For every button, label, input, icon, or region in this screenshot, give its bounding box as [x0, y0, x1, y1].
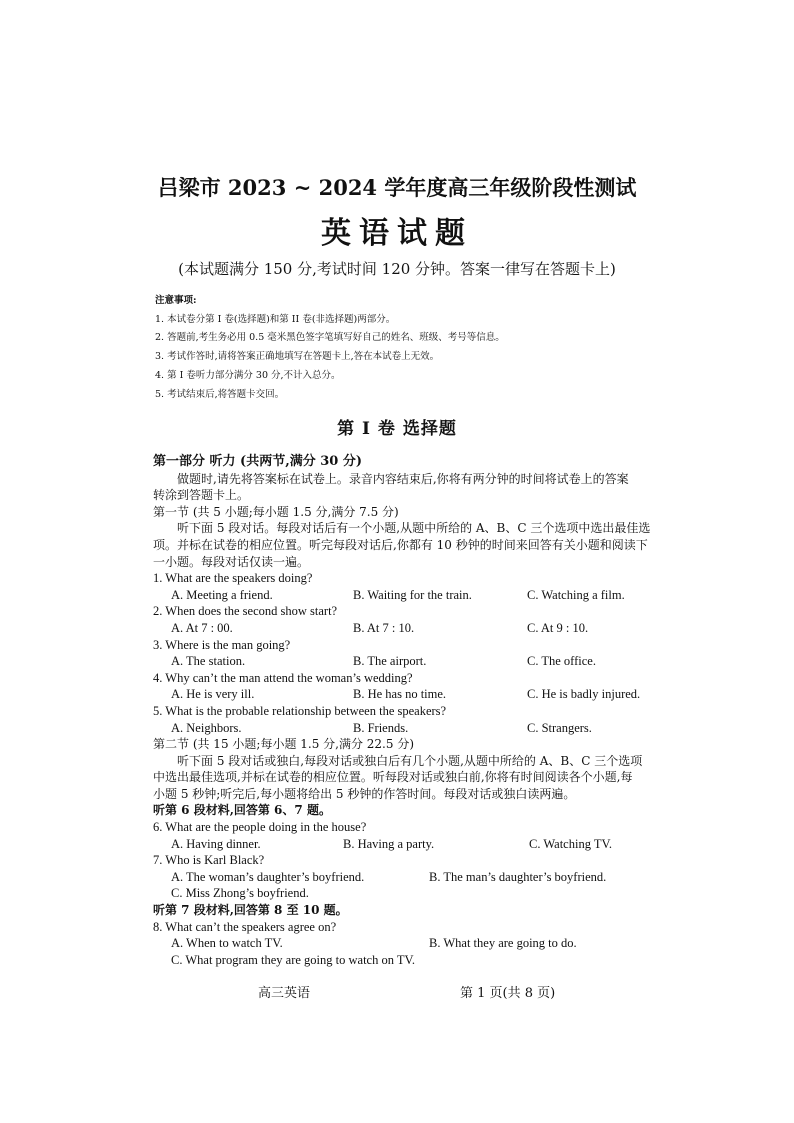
options-row — [153, 653, 658, 670]
instruction-line: 一小题。每段对话仅读一遍。 — [153, 554, 310, 569]
instruction-line: 做题时,请先将答案标在试卷上。录音内容结束后,你将有两分钟的时间将试卷上的答案 — [177, 471, 629, 486]
notice-heading: 注意事项: — [155, 295, 197, 306]
option-c: C. Watching TV. — [529, 836, 613, 851]
question-text: 7. Who is Karl Black? — [153, 853, 265, 868]
option-a: A. The woman’s daughter’s boyfriend. — [171, 869, 365, 884]
option-c: C. At 9 : 10. — [527, 620, 589, 635]
question-text: 2. When does the second show start? — [153, 604, 338, 619]
question-text: 3. Where is the man going? — [153, 637, 291, 652]
option-a: A. Neighbors. — [171, 720, 242, 735]
question-text: 8. What can’t the speakers agree on? — [153, 919, 337, 934]
options-row — [153, 720, 658, 737]
listening-part — [153, 454, 658, 968]
instruction-line: 中选出最佳选项,并标在试卷的相应位置。听每段对话或独白前,你将有时间阅读各个小题,每 — [153, 770, 633, 785]
options-row — [153, 587, 658, 604]
options-row — [153, 686, 658, 703]
footer-subject: 高三英语 — [258, 986, 311, 1001]
options-row — [153, 620, 658, 637]
instruction-line: 听下面 5 段对话或独白,每段对话或独白后有几个小题,从题中所给的 A、B、C 三个选项 — [177, 753, 643, 768]
option-b: B. Having a party. — [343, 836, 435, 851]
exam-subtitle: (本试题满分 150 分,考试时间 120 分钟。答案一律写在答题卡上) — [178, 260, 616, 278]
option-c: C. The office. — [527, 654, 596, 669]
notice-item: 1. 本试卷分第 I 卷(选择题)和第 II 卷(非选择题)两部分。 — [155, 313, 396, 325]
options-row — [153, 935, 658, 952]
option-c: C. What program they are going to watch on TV. — [171, 952, 416, 967]
options-row — [153, 836, 658, 853]
question-text: 6. What are the people doing in the house? — [153, 820, 367, 835]
options-row — [153, 885, 658, 902]
option-b: B. Waiting for the train. — [353, 587, 472, 602]
option-b: B. Friends. — [353, 720, 409, 735]
instruction-line: 项。并标在试卷的相应位置。听完每段对话后,你都有 10 秒钟的时间来回答有关小题和阅读下 — [153, 537, 648, 552]
notice-item: 2. 答题前,考生务必用 0.5 毫米黑色签字笔填写好自己的姓名、班级、考号等信息。 — [155, 332, 505, 344]
section-title: 第 I 卷 选择题 — [337, 419, 457, 439]
instruction-line: 转涂到答题卡上。 — [153, 488, 250, 503]
option-b: B. He has no time. — [353, 687, 447, 702]
option-c: C. Watching a film. — [527, 587, 625, 602]
option-a: A. At 7 : 00. — [171, 620, 233, 635]
instruction-line: 小题 5 秒钟;听完后,每小题将给出 5 秒钟的作答时间。每段对话或独白读两遍。 — [153, 786, 576, 801]
question-text: 4. Why can’t the man attend the woman’s wedding? — [153, 670, 413, 685]
material-heading: 听第 6 段材料,回答第 6、7 题。 — [153, 803, 331, 818]
option-c: C. He is badly injured. — [527, 687, 641, 702]
material-heading: 听第 7 段材料,回答第 8 至 10 题。 — [153, 903, 348, 918]
option-a: A. He is very ill. — [171, 687, 255, 702]
option-a: A. Meeting a friend. — [171, 587, 273, 602]
option-b: B. What they are going to do. — [429, 936, 577, 951]
options-row — [153, 952, 658, 969]
exam-title: 吕梁市 2023 ~ 2024 学年度高三年级阶段性测试 — [157, 175, 637, 200]
option-a: A. The station. — [171, 654, 246, 669]
question-text: 1. What are the speakers doing? — [153, 571, 313, 586]
option-a: A. When to watch TV. — [171, 936, 283, 951]
footer-page-number: 第 1 页(共 8 页) — [460, 986, 556, 1001]
option-c: C. Miss Zhong’s boyfriend. — [171, 886, 309, 901]
option-b: B. The man’s daughter’s boyfriend. — [429, 869, 607, 884]
option-a: A. Having dinner. — [171, 836, 261, 851]
option-b: B. At 7 : 10. — [353, 620, 415, 635]
notice-block — [155, 292, 655, 404]
options-row — [153, 869, 658, 886]
part-heading: 第一部分 听力 (共两节,满分 30 分) — [153, 454, 363, 469]
notice-item: 3. 考试作答时,请将答案正确地填写在答题卡上,答在本试卷上无效。 — [155, 351, 440, 363]
option-b: B. The airport. — [353, 654, 427, 669]
subject-title: 英语试题 — [321, 216, 473, 251]
section-heading: 第二节 (共 15 小题;每小题 1.5 分,满分 22.5 分) — [153, 737, 414, 752]
notice-item: 4. 第 I 卷听力部分满分 30 分,不计入总分。 — [155, 369, 341, 381]
section-heading: 第一节 (共 5 小题;每小题 1.5 分,满分 7.5 分) — [153, 504, 399, 519]
instruction-line: 听下面 5 段对话。每段对话后有一个小题,从题中所给的 A、B、C 三个选项中选出最佳选 — [177, 521, 651, 536]
option-c: C. Strangers. — [527, 720, 592, 735]
notice-item: 5. 考试结束后,将答题卡交回。 — [155, 388, 285, 400]
question-text: 5. What is the probable relationship between the speakers? — [153, 703, 447, 718]
